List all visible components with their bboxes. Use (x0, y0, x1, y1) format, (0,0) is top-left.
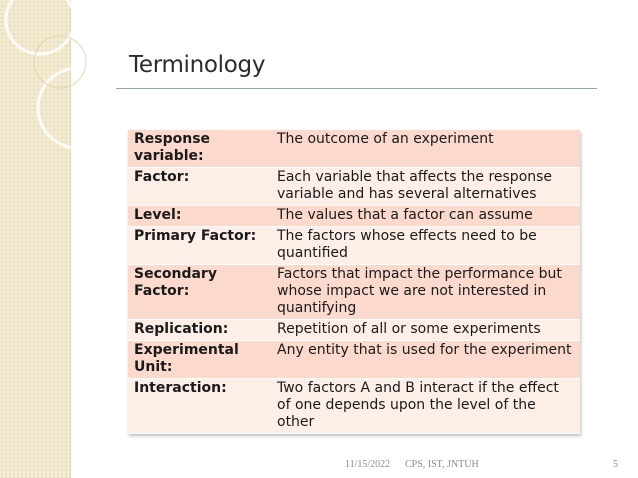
term-cell: Experimental Unit: (128, 341, 271, 379)
definition-cell: The factors whose effects need to be quantified (271, 227, 580, 265)
term-cell: Level: (128, 206, 271, 227)
definition-cell: Any entity that is used for the experiment (271, 341, 580, 379)
table-row (128, 227, 580, 265)
table-row (128, 265, 580, 320)
table-row (128, 130, 580, 168)
table-row (128, 206, 580, 227)
terminology-table (128, 130, 580, 434)
definition-cell: Factors that impact the performance but whose impact we are not interested in quantifying (271, 265, 580, 320)
definition-cell: Two factors A and B interact if the effect of one depends upon the level of the other (271, 379, 580, 434)
table-row (128, 379, 580, 434)
definition-cell: Repetition of all or some experiments (271, 320, 580, 341)
table-row (128, 320, 580, 341)
term-cell: Replication: (128, 320, 271, 341)
definition-cell: The values that a factor can assume (271, 206, 580, 227)
decorative-rings (0, 0, 120, 160)
term-cell: Primary Factor: (128, 227, 271, 265)
definition-cell: The outcome of an experiment (271, 130, 580, 168)
slide-title: Terminology (129, 52, 266, 78)
table-row (128, 341, 580, 379)
term-cell: Factor: (128, 168, 271, 206)
table-row (128, 168, 580, 206)
term-cell: Response variable: (128, 130, 271, 168)
footer-organization: CPS, IST, JNTUH (405, 459, 479, 470)
term-cell: Interaction: (128, 379, 271, 434)
footer-date: 11/15/2022 (345, 459, 391, 470)
page-number: 5 (613, 459, 618, 470)
title-underline (116, 88, 597, 89)
definition-cell: Each variable that affects the response variable and has several alternatives (271, 168, 580, 206)
term-cell: Secondary Factor: (128, 265, 271, 320)
